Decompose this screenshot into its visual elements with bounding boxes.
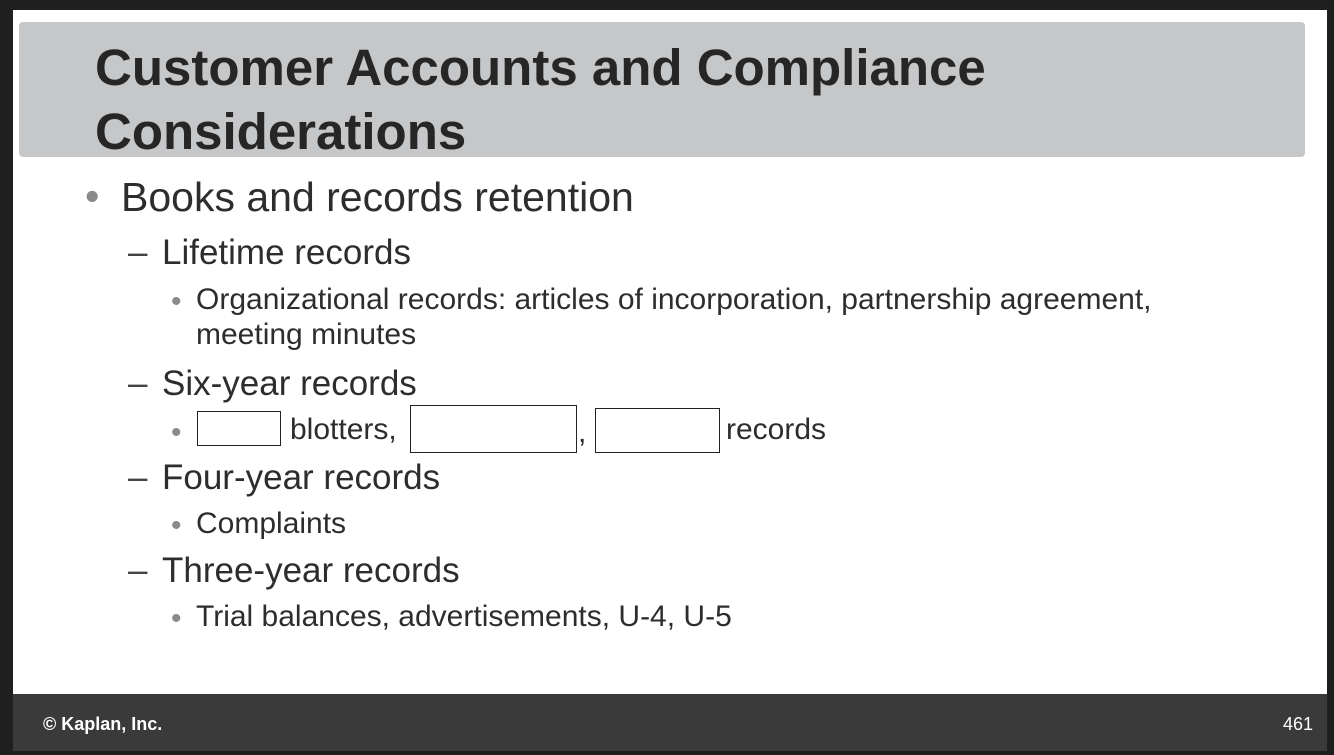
text-blotters: blotters, (290, 413, 397, 446)
dash-marker: – (128, 364, 148, 403)
slide-title: Customer Accounts and Compliance Considerations (95, 39, 986, 160)
subbullet-three-year-records: Three-year records (162, 551, 460, 590)
bullet-marker: • (85, 173, 100, 219)
dash-marker: – (128, 458, 148, 497)
text-comma: , (578, 416, 587, 449)
subbullet-lifetime-records: Lifetime records (162, 233, 411, 272)
bullet-marker: • (171, 509, 182, 542)
bullet-books-and-records: Books and records retention (121, 174, 634, 220)
four-year-item: Complaints (196, 507, 347, 540)
subbullet-six-year-records: Six-year records (162, 364, 417, 403)
text-records: records (726, 413, 827, 446)
bullet-marker: • (171, 602, 182, 635)
three-year-item: Trial balances, advertisements, U-4, U-5 (196, 600, 732, 633)
page-number: 461 (1282, 714, 1313, 734)
copyright-text: © Kaplan, Inc. (43, 714, 163, 734)
lifetime-item-line-2: meeting minutes (196, 318, 417, 351)
lifetime-item-line-1: Organizational records: articles of incorporation, partnership agreement, (196, 283, 1152, 316)
bullet-marker: • (171, 285, 182, 318)
title-bar (19, 22, 1305, 160)
footer-bar (13, 694, 1327, 751)
dash-marker: – (128, 551, 148, 590)
subbullet-four-year-records: Four-year records (162, 458, 441, 497)
dash-marker: – (128, 233, 148, 272)
bullet-marker: • (171, 416, 182, 449)
answer-blank-2[interactable] (410, 405, 577, 453)
answer-blank-1[interactable] (197, 411, 281, 446)
answer-blank-3[interactable] (595, 408, 720, 453)
